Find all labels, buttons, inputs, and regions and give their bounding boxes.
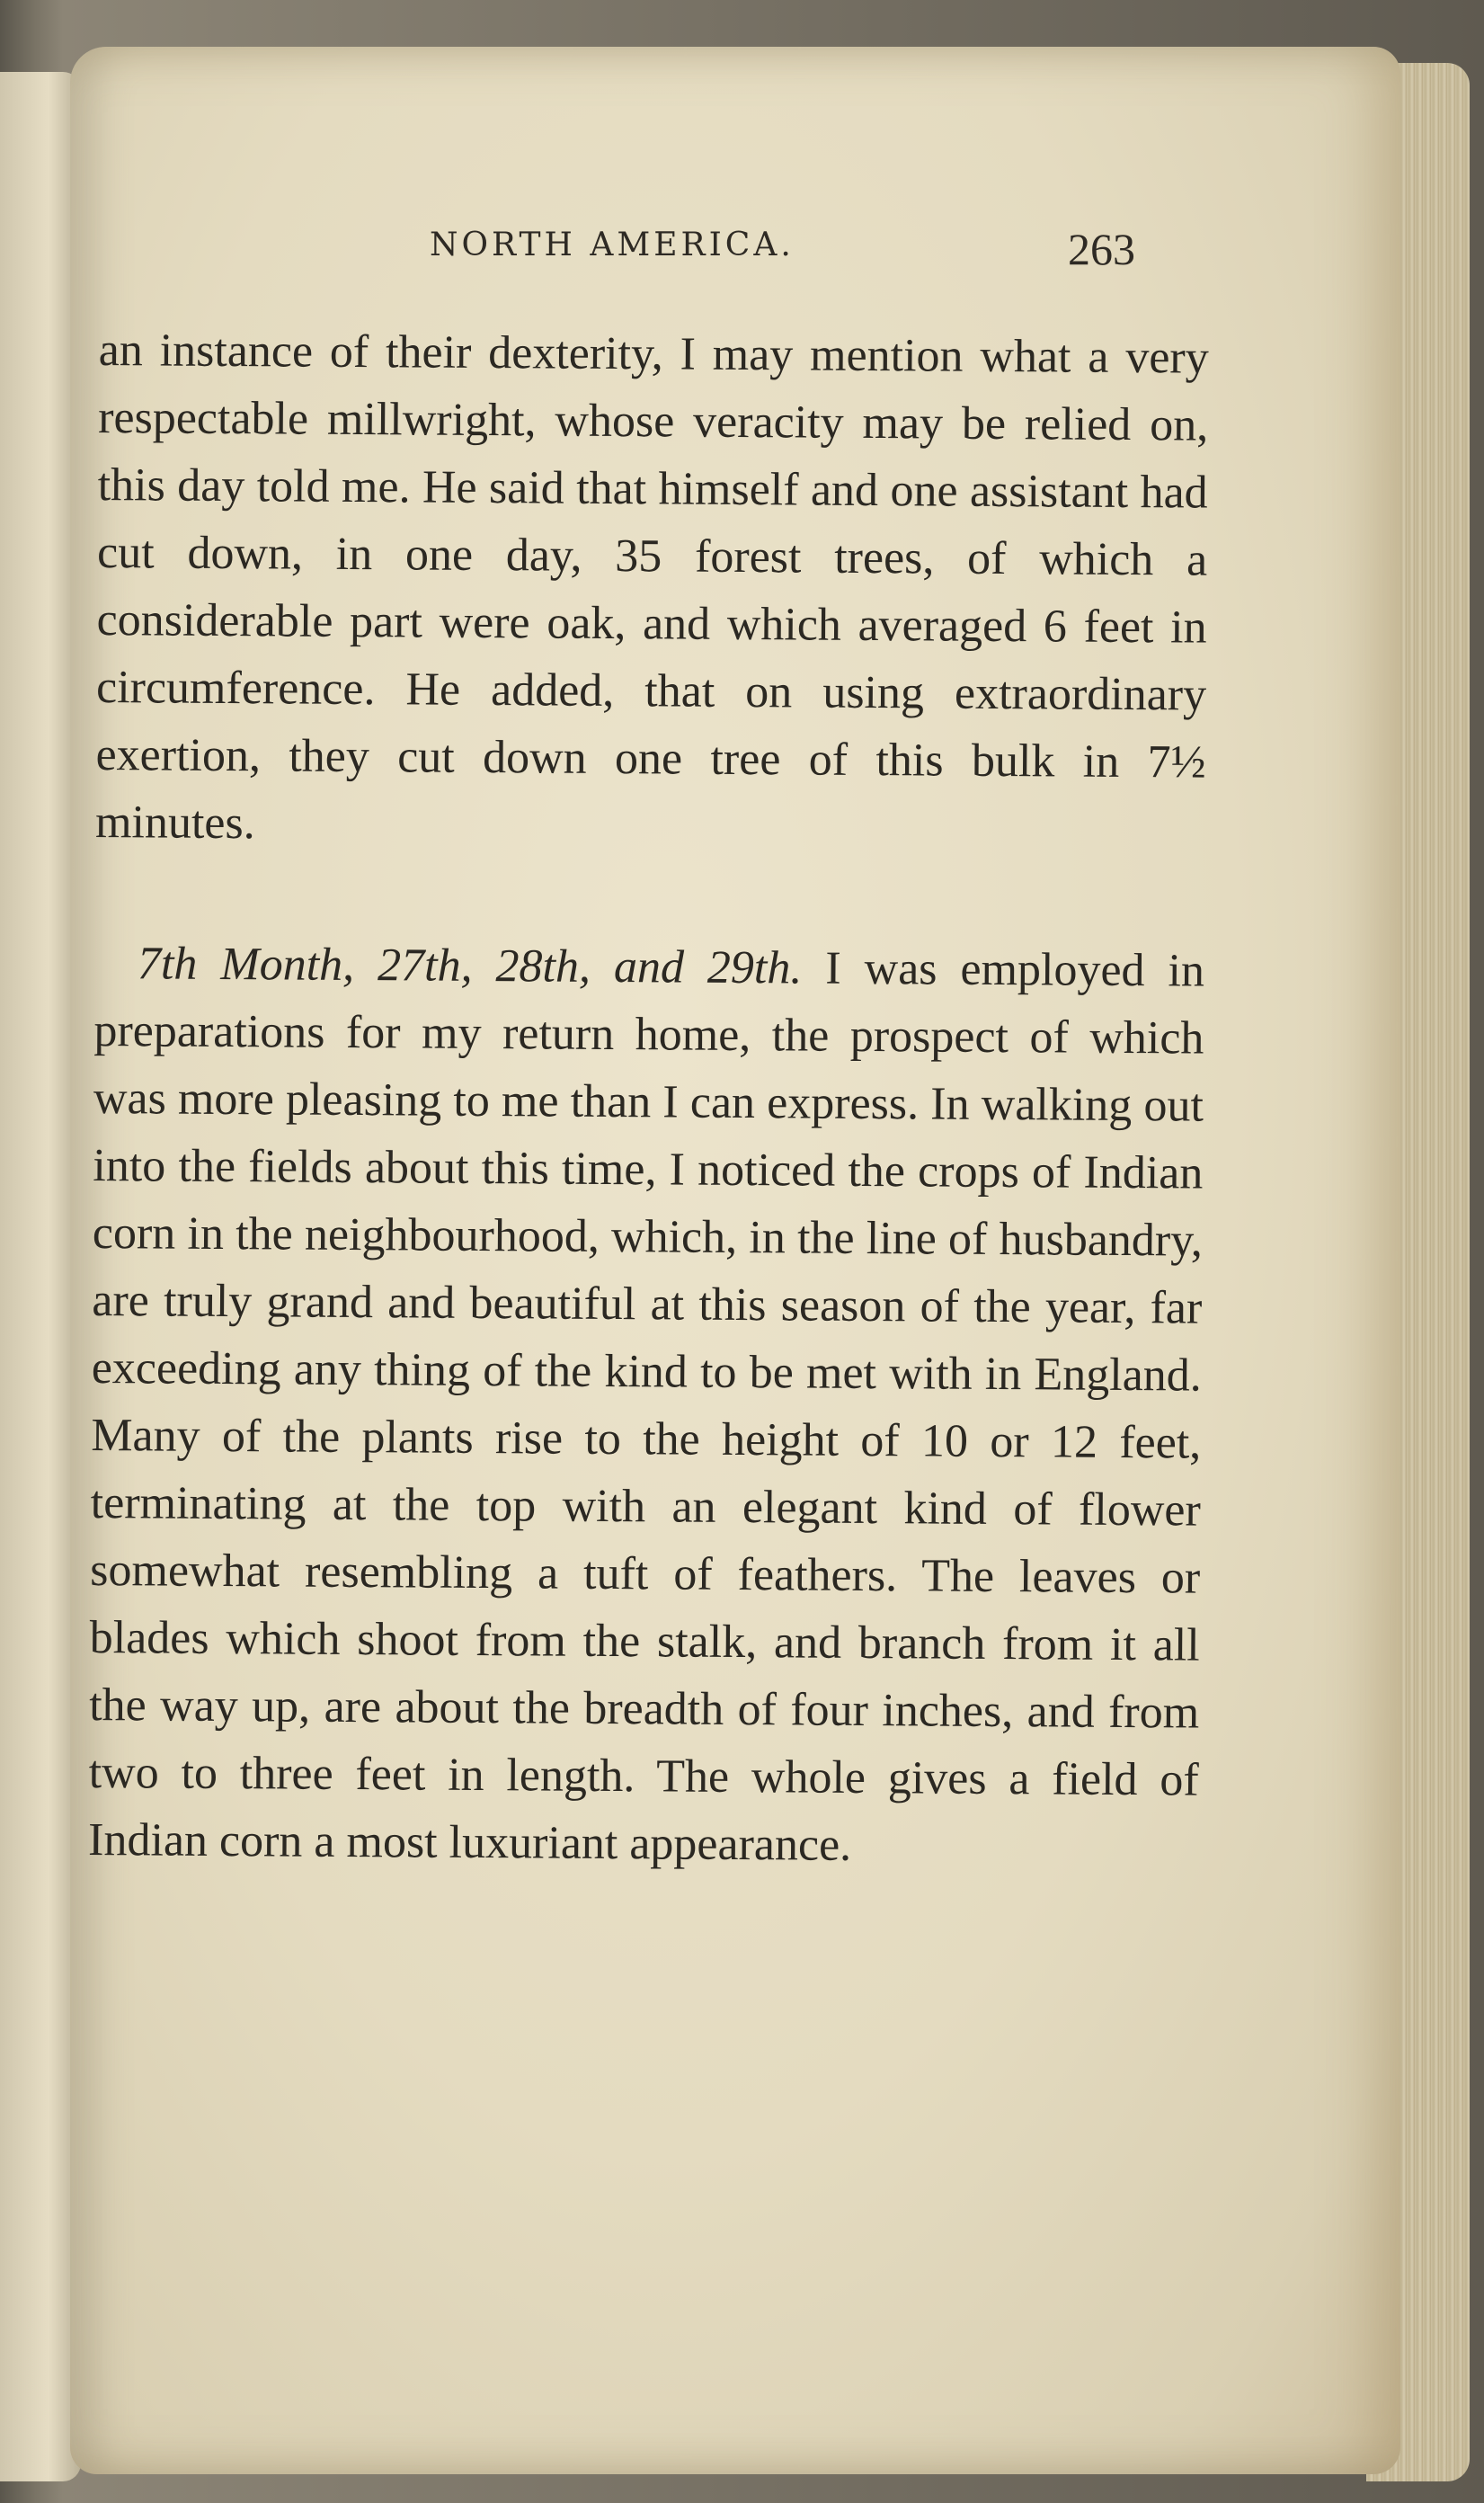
book-page bbox=[70, 47, 1400, 2474]
page-number: 263 bbox=[1068, 224, 1135, 274]
body-text bbox=[88, 316, 1209, 1882]
page-header bbox=[70, 224, 1400, 281]
paragraph-2-text: I was employed in preparations for my return home, the prospect of which was more pleasing to me than I can express. In walking out into the fields about this time, I noticed the crops of Indian corn in the neighbourhood, which, in the line of husbandry, are truly grand and beautiful at this season of the year, far exceeding any thing of the kind to be met with in England. Many of the plants rise to the height of 10 or 12 feet, terminating at the top with an elegant kind of flower somewhat resembling a tuft of feathers. The leaves or blades which shoot from the stalk, and branch from it all the way up, are about the breadth of four inches, and from two to three feet in length. The whole gives a field of Indian corn a most luxuriant appearance. bbox=[87, 942, 1205, 1871]
running-title: NORTH AMERICA. bbox=[430, 227, 795, 263]
date-heading: 7th Month, 27th, 28th, and 29th. bbox=[137, 938, 803, 994]
paragraph-2 bbox=[88, 930, 1204, 1882]
facing-page-edge bbox=[0, 72, 81, 2481]
paragraph-1: an instance of their dexterity, I may mention what a very respectable millwright, whose veracity may be relied on, this day told me. He said that himself and one assistant had cut down, in one day, 35 forest trees, of which a considerable part were oak, and which averaged 6 feet in circumference. He added, that on using extraordinary exertion, they cut down one tree of this bulk in 7½ minutes. bbox=[94, 324, 1209, 850]
